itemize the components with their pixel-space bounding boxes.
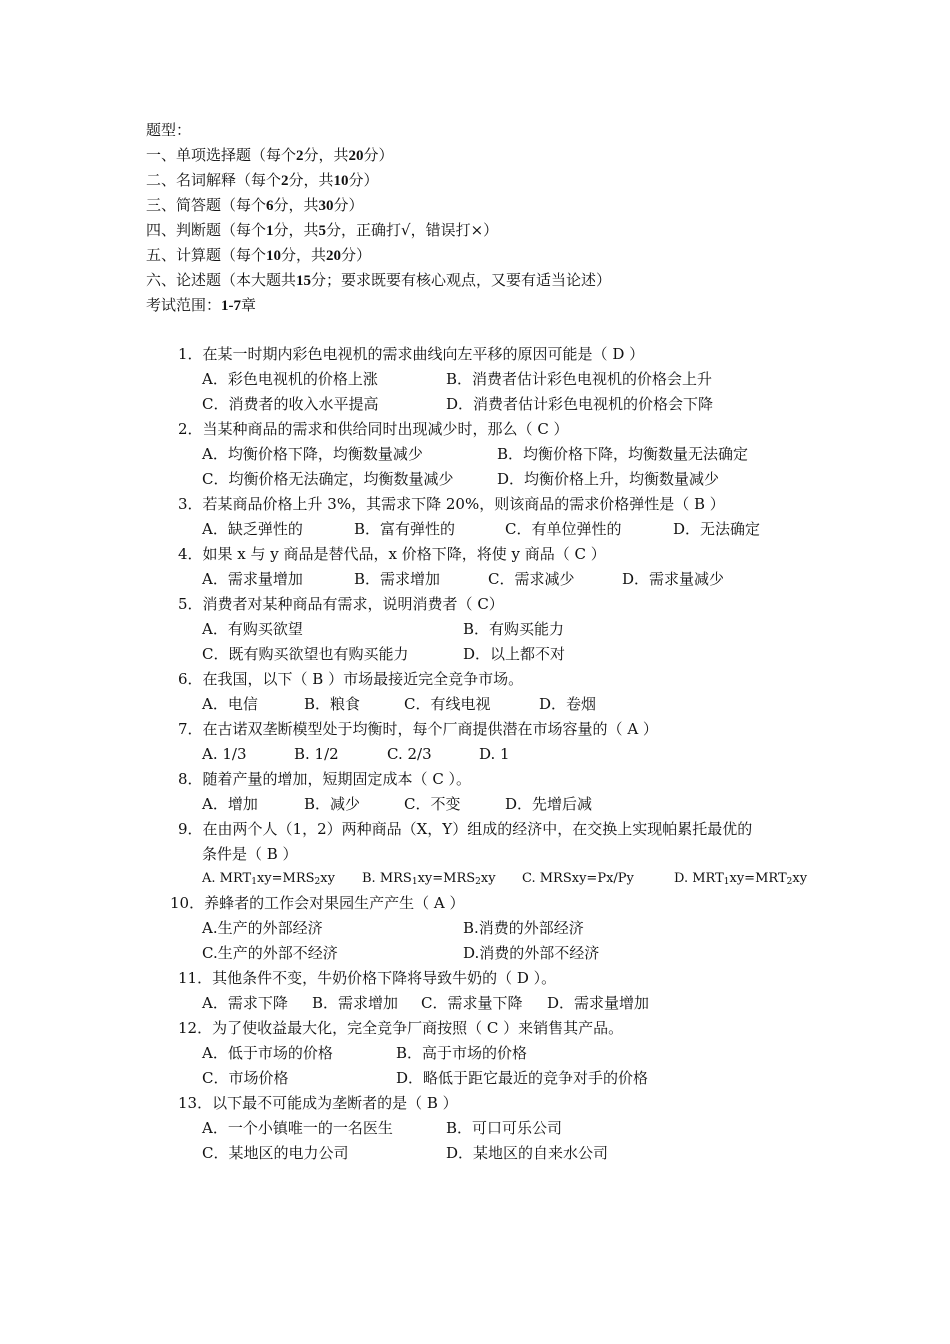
option-d: D．需求量减少 [622,570,725,588]
option-c: C．需求量下降 [421,994,523,1012]
option-b: B．均衡价格下降，均衡数量无法确定 [497,445,749,463]
type-line-4: 四、判断题（每个1分，共5分，正确打√，错误打×） [146,221,499,239]
option-b: B．有购买能力 [463,620,565,638]
option-d: D.消费的外部不经济 [463,944,600,962]
option-d: D．无法确定 [673,520,761,538]
option-d: D．需求量增加 [547,994,650,1012]
option-b: B．高于市场的价格 [396,1044,528,1062]
option-a: A．电信 [202,695,258,713]
option-d: D. 1 [479,745,510,763]
option-c: C．不变 [404,795,461,813]
option-b: B.消费的外部经济 [463,919,584,937]
option-c: C．某地区的电力公司 [202,1144,349,1162]
option-d: D．均衡价格上升，均衡数量减少 [497,470,720,488]
question-stem: 13．以下最不可能成为垄断者的是（ B ） [178,1094,458,1112]
option-a: A．需求量增加 [202,570,303,588]
option-a: A. MRT1xy=MRS2xy [202,871,335,887]
option-b: B．富有弹性的 [354,520,456,538]
question-stem: 5．消费者对某种商品有需求，说明消费者（ C） [178,595,504,613]
option-c: C．均衡价格无法确定，均衡数量减少 [202,470,454,488]
option-c: C．有单位弹性的 [505,520,622,538]
option-a: A.生产的外部经济 [202,919,323,937]
option-b: B. 1/2 [294,745,339,763]
option-d: D．卷烟 [539,695,597,713]
option-b: B．粮食 [304,695,361,713]
type-line-3: 三、简答题（每个6分，共30分） [146,196,364,214]
question-stem: 10．养蜂者的工作会对果园生产产生（ A ） [170,894,465,912]
option-b: B．需求增加 [354,570,441,588]
question-stem: 2．当某种商品的需求和供给同时出现减少时，那么（ C ） [178,420,569,438]
option-a: A．需求下降 [202,994,288,1012]
option-b: B. MRS1xy=MRS2xy [362,871,496,887]
type-line-5: 五、计算题（每个10分，共20分） [146,246,372,264]
option-a: A．增加 [202,795,258,813]
type-line-6: 六、论述题（本大题共15分；要求既要有核心观点，又要有适当论述） [146,271,612,289]
option-b: B．需求增加 [312,994,399,1012]
option-c: C. MRSxy=Px/Py [522,871,634,886]
option-a: A．有购买欲望 [202,620,303,638]
types-title: 题型： [146,121,192,139]
option-a: A．彩色电视机的价格上涨 [202,370,378,388]
option-c: C．既有购买欲望也有购买能力 [202,645,409,663]
option-a: A．均衡价格下降，均衡数量减少 [202,445,423,463]
option-c: C．需求减少 [488,570,575,588]
option-d: D．消费者估计彩色电视机的价格会下降 [446,395,714,413]
option-b: B．可口可乐公司 [446,1119,563,1137]
question-stem: 7．在古诺双垄断模型处于均衡时，每个厂商提供潜在市场容量的（ A ） [178,720,658,738]
option-c: C. 2/3 [387,745,432,763]
option-c: C．有线电视 [404,695,491,713]
question-stem: 3．若某商品价格上升 3%，其需求下降 20%，则该商品的需求价格弹性是（ B ） [178,495,725,513]
type-line-2: 二、名词解释（每个2分，共10分） [146,171,379,189]
option-d: D．以上都不对 [463,645,566,663]
option-b: B．减少 [304,795,361,813]
question-stem: 9．在由两个人（1，2）两种商品（X，Y）组成的经济中，在交换上实现帕累托最优的 [178,820,753,838]
option-a: A．缺乏弹性的 [202,520,303,538]
option-c: C．消费者的收入水平提高 [202,395,379,413]
option-d: D．略低于距它最近的竞争对手的价格 [396,1069,649,1087]
option-d: D．某地区的自来水公司 [446,1144,609,1162]
option-c: C．市场价格 [202,1069,289,1087]
question-stem: 8．随着产量的增加，短期固定成本（ C ）。 [178,770,472,788]
option-a: A. 1/3 [202,745,247,763]
question-stem: 6．在我国，以下（ B ）市场最接近完全竞争市场。 [178,670,524,688]
option-d: D．先增后减 [505,795,593,813]
exam-scope: 考试范围：1-7章 [146,296,257,314]
type-line-1: 一、单项选择题（每个2分，共20分） [146,146,394,164]
question-stem: 12．为了使收益最大化，完全竞争厂商按照（ C ）来销售其产品。 [178,1019,624,1037]
option-a: A．低于市场的价格 [202,1044,333,1062]
option-a: A．一个小镇唯一的一名医生 [202,1119,393,1137]
option-c: C.生产的外部不经济 [202,944,338,962]
question-stem: 11．其他条件不变，牛奶价格下降将导致牛奶的（ D ）。 [178,969,557,987]
question-stem: 4．如果 x 与 y 商品是替代品，x 价格下降，将使 y 商品（ C ） [178,545,606,563]
question-stem-cont: 条件是（ B ） [202,845,298,863]
option-b: B．消费者估计彩色电视机的价格会上升 [446,370,713,388]
question-stem: 1．在某一时期内彩色电视机的需求曲线向左平移的原因可能是（ D ） [178,345,645,363]
option-d: D. MRT1xy=MRT2xy [674,871,808,887]
